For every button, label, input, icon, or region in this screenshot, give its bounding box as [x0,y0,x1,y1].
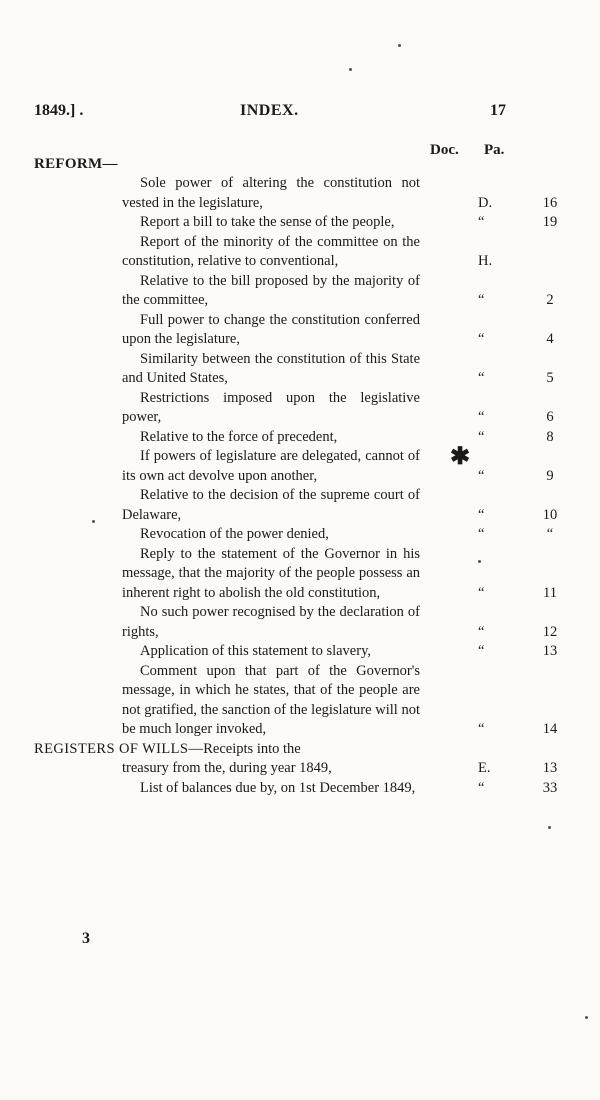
section-heading-reform: REFORM— [34,156,118,172]
index-entry [0,272,600,311]
index-entry [0,311,600,350]
entry-text: Report of the minority of the committee on the constitution, relative to conventional, [122,233,420,269]
column-heading-pa: Pa. [484,142,505,158]
paper-speck [92,520,95,523]
index-entry [0,603,600,642]
entry-page: 33 [542,779,558,796]
entry-text: Relative to the force of precedent, [140,428,338,445]
entry-doc: “ [478,779,485,796]
index-entry [0,428,600,448]
entry-doc: “ [478,467,485,484]
paper-speck [398,44,401,47]
index-entry [0,213,600,233]
paper-speck [585,1016,588,1019]
index-entry [0,662,600,740]
entry-doc: “ [478,409,485,425]
entry-page: 8 [546,428,554,445]
entry-text: Sole power of altering the constitution not vested in the legislature, [122,175,420,211]
entry-text: Comment upon that part of the Governor's message, in which he states, that of the people are not gratified, the sanction of the legislature will not be much longer invoked, [122,662,420,737]
entry-page: 19 [542,214,558,230]
section-heading-registers: REGISTERS OF WILLS— [34,740,204,757]
entry-page: 14 [542,721,558,737]
entry-doc: D. [478,194,493,211]
column-heading-doc: Doc. [430,142,459,158]
entry-text: Full power to change the constitution conferred upon the legislature, [122,311,420,347]
index-entry [0,174,600,213]
paper-speck [548,826,551,829]
entry-text: Restrictions imposed upon the legislative power, [122,389,420,425]
entry-text: Relative to the bill proposed by the majority of the committee, [122,272,420,308]
index-entry-registers-first [0,740,600,779]
index-entry [0,444,600,486]
entry-page: 12 [542,623,558,640]
entry-page: 10 [542,506,558,523]
index-entry [0,389,600,428]
index-entries [0,174,600,798]
index-entry [0,486,600,525]
entry-doc: “ [478,292,485,308]
entry-text: Revocation of the power denied, [140,526,329,542]
paper-speck [349,68,352,71]
entry-page: 11 [543,584,557,601]
entry-page: 2 [546,292,554,308]
entry-text: No such power recognised by the declaration of rights, [122,604,420,640]
entry-page: 13 [542,643,558,659]
entry-page: 6 [546,409,554,425]
index-entry [0,350,600,389]
entry-doc: E. [478,760,491,776]
entry-doc: “ [478,643,485,659]
index-entry [0,642,600,662]
entry-text: Application of this statement to slavery, [140,643,372,659]
page-header [0,102,600,126]
entry-doc: “ [478,623,485,640]
ink-blot: ✱ [450,444,471,470]
signature-mark: 3 [82,930,90,947]
paper-speck [478,560,481,563]
entry-text-lead: Receipts into the [203,740,301,757]
header-year: 1849.] . [34,102,84,119]
entry-text: If powers of legislature are delegated, cannot of its own act devolve upon another, [122,448,420,484]
header-title: INDEX. [240,102,299,119]
entry-text-continuation: treasury from the, during year 1849, [122,760,332,776]
entry-text: Similarity between the constitution of this State and United States, [122,350,420,386]
entry-page: “ [546,526,554,542]
index-entry [0,525,600,545]
entry-page: 13 [542,760,558,776]
entry-page: 16 [542,194,558,211]
index-entry [0,545,600,604]
entry-page: 9 [546,467,554,484]
entry-doc: “ [478,214,485,230]
entry-doc: H. [478,253,493,269]
entry-text: Report a bill to take the sense of the people, [140,214,395,230]
entry-doc: “ [478,721,485,737]
index-entry [0,233,600,272]
entry-doc: “ [478,526,485,542]
header-page-number: 17 [490,102,506,119]
entry-doc: “ [478,584,485,601]
entry-text: Relative to the decision of the supreme court of Delaware, [122,487,420,523]
index-entry [0,779,600,799]
entry-page: 5 [546,370,554,386]
entry-doc: “ [478,428,485,445]
entry-page: 4 [546,331,554,347]
entry-doc: “ [478,506,485,523]
entry-text: List of balances due by, on 1st December 1849, [140,779,416,796]
entry-doc: “ [478,331,485,347]
entry-text: Reply to the statement of the Governor in his message, that the majority of the people possess an inherent right to abolish the old constitution, [122,545,420,601]
entry-doc: “ [478,370,485,386]
